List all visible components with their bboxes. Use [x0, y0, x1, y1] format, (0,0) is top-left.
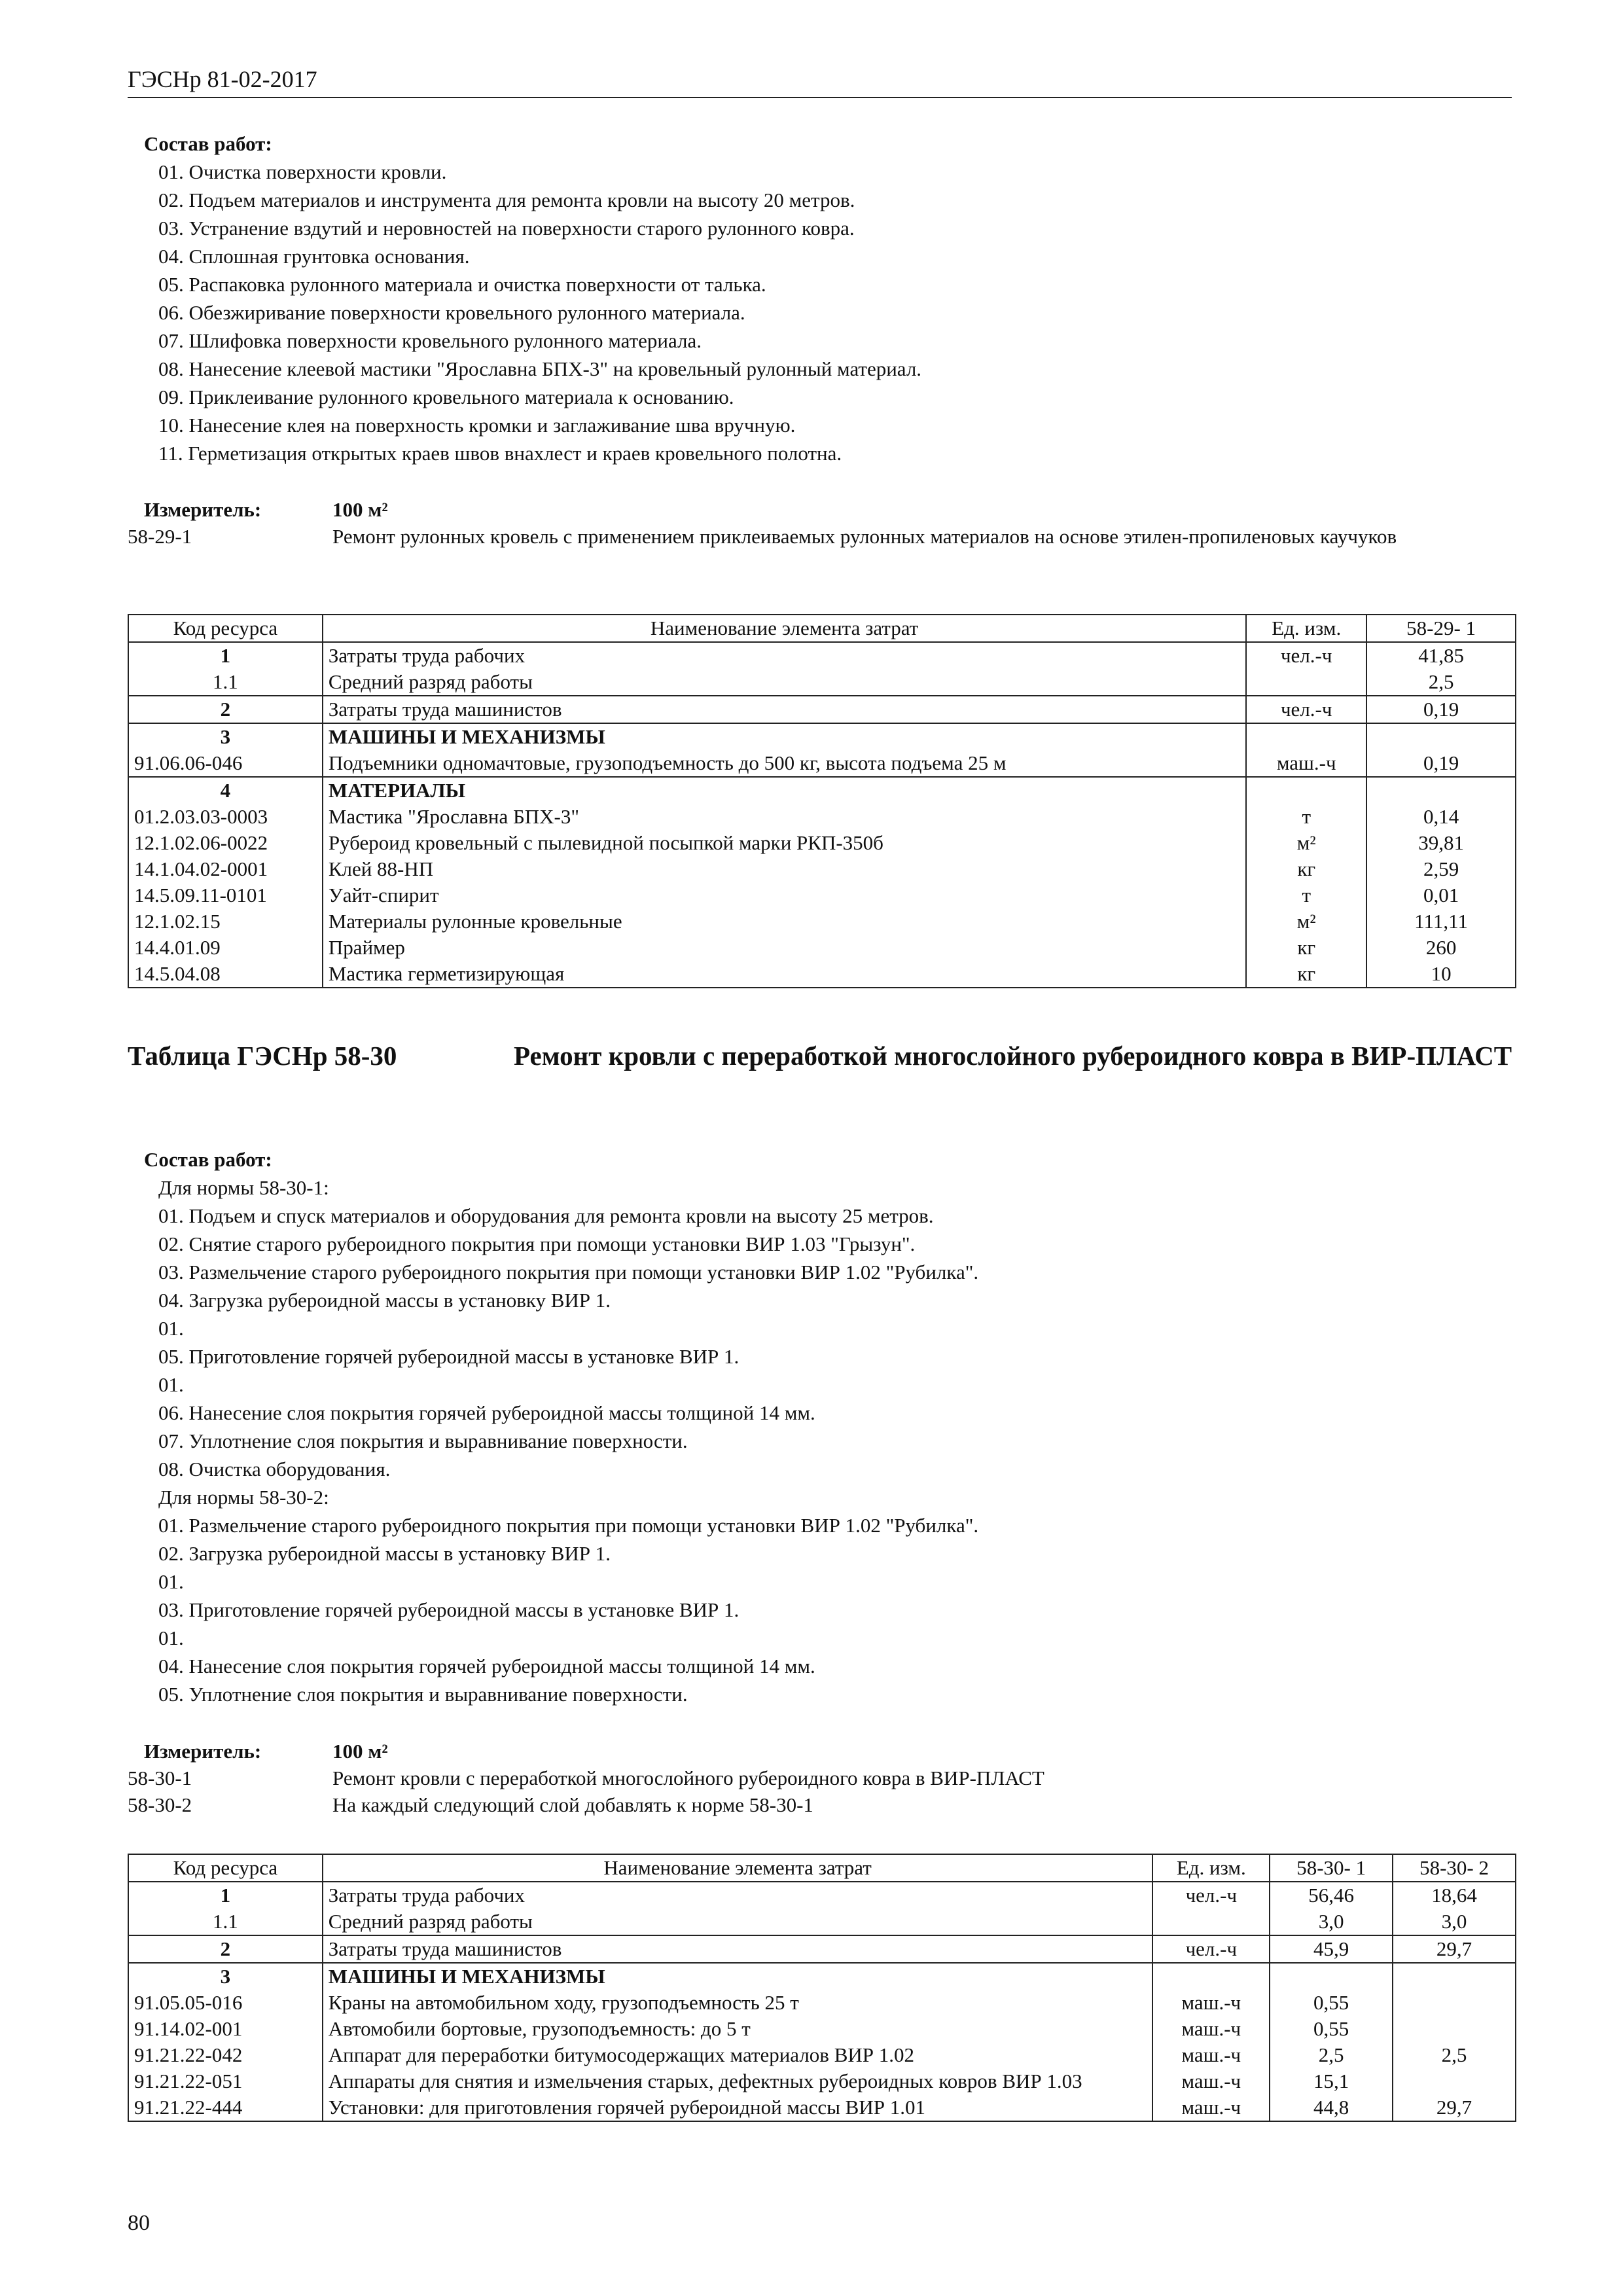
table-row — [128, 961, 1516, 988]
col-header-unit: Ед. изм. — [1246, 615, 1366, 642]
norm-value — [1270, 1963, 1393, 1990]
resource-code: 91.05.05-016 — [128, 1990, 323, 2016]
table-row — [128, 2016, 1516, 2042]
norm-value: 111,11 — [1366, 908, 1516, 935]
resource-code: 12.1.02.15 — [128, 908, 323, 935]
resource-unit: маш.-ч — [1152, 2068, 1270, 2094]
col-header-norm-58-30-2: 58-30- 2 — [1393, 1854, 1516, 1882]
col-header-code: Код ресурса — [128, 615, 323, 642]
work-item: 05. Распаковка рулонного материала и очистка поверхности от талька. — [158, 273, 766, 296]
resource-unit: маш.-ч — [1152, 1990, 1270, 2016]
work-item: 04. Сплошная грунтовка основания. — [158, 245, 470, 268]
norm-value: 41,85 — [1366, 642, 1516, 669]
work-item: 11. Герметизация открытых краев швов внахлест и краев кровельного полотна. — [158, 442, 842, 465]
resource-name: Затраты труда машинистов — [323, 1935, 1153, 1963]
norm-value: 56,46 — [1270, 1882, 1393, 1909]
col-header-name: Наименование элемента затрат — [323, 615, 1246, 642]
resource-unit: маш.-ч — [1152, 2042, 1270, 2068]
work-item: 03. Устранение вздутий и неровностей на поверхности старого рулонного ковра. — [158, 217, 855, 240]
measure-unit: 100 м² — [332, 1740, 388, 1763]
norm-value: 0,19 — [1366, 750, 1516, 777]
measure-block-58-29 — [128, 496, 1515, 550]
work-item: 03. Приготовление горячей рубероидной массы в установке ВИР 1. — [158, 1598, 740, 1621]
table-row — [128, 804, 1516, 830]
table-body — [128, 642, 1516, 988]
norm-code: 58-30-1 — [128, 1767, 192, 1789]
measure-block-58-30 — [128, 1738, 1515, 1818]
resource-name: Клей 88-НП — [323, 856, 1246, 882]
resource-name: Средний разряд работы — [323, 669, 1246, 696]
norm-value: 45,9 — [1270, 1935, 1393, 1963]
resource-unit: кг — [1246, 935, 1366, 961]
resource-name: Установки: для приготовления горячей рубероидной массы ВИР 1.01 — [323, 2094, 1153, 2121]
norm-value — [1366, 777, 1516, 804]
work-item: 02. Снятие старого рубероидного покрытия при помощи установки ВИР 1.03 "Грызун". — [158, 1232, 916, 1255]
table-row — [128, 2094, 1516, 2121]
norm-row — [128, 1765, 1515, 1791]
norm-value: 10 — [1366, 961, 1516, 988]
norm-value: 3,0 — [1393, 1909, 1516, 1935]
document-code: ГЭСНр 81-02-2017 — [128, 66, 317, 92]
resource-table-58-30 — [128, 1854, 1516, 2122]
resource-name: Затраты труда рабочих — [323, 1882, 1153, 1909]
work-item: 01. — [158, 1373, 184, 1396]
resource-name: Аппарат для переработки битумосодержащих материалов ВИР 1.02 — [323, 2042, 1153, 2068]
table-row — [128, 935, 1516, 961]
table-row — [128, 908, 1516, 935]
norm-value: 44,8 — [1270, 2094, 1393, 2121]
norm-value: 0,14 — [1366, 804, 1516, 830]
col-header-norm-58-30-1: 58-30- 1 — [1270, 1854, 1393, 1882]
page-header — [128, 65, 1512, 98]
table-row — [128, 1909, 1516, 1935]
resource-unit: т — [1246, 804, 1366, 830]
norm-value — [1366, 723, 1516, 750]
resource-name: Средний разряд работы — [323, 1909, 1153, 1935]
resource-name: Затраты труда машинистов — [323, 696, 1246, 723]
resource-code: 91.14.02-001 — [128, 2016, 323, 2042]
resource-code: 01.2.03.03-0003 — [128, 804, 323, 830]
norm-value: 3,0 — [1270, 1909, 1393, 1935]
work-item: 01. Подъем и спуск материалов и оборудования для ремонта кровли на высоту 25 метров. — [158, 1204, 934, 1227]
norm-value: 18,64 — [1393, 1882, 1516, 1909]
norm-value: 0,19 — [1366, 696, 1516, 723]
resource-unit — [1246, 669, 1366, 696]
resource-unit: маш.-ч — [1152, 2094, 1270, 2121]
resource-code: 1 — [128, 642, 323, 669]
norm-value: 29,7 — [1393, 2094, 1516, 2121]
table-title: Ремонт кровли с переработкой многослойного рубероидного ковра в ВИР-ПЛАСТ — [514, 1041, 1512, 1071]
norm-value: 260 — [1366, 935, 1516, 961]
work-item: 08. Нанесение клеевой мастики "Ярославна БПХ-3" на кровельный рулонный материал. — [158, 357, 922, 380]
work-item: 08. Очистка оборудования. — [158, 1458, 391, 1480]
work-item: 10. Нанесение клея на поверхность кромки и заглаживание шва вручную. — [158, 414, 796, 437]
resource-unit: кг — [1246, 961, 1366, 988]
norm-value: 0,55 — [1270, 1990, 1393, 2016]
norm-value: 2,5 — [1366, 669, 1516, 696]
norm-value: 2,59 — [1366, 856, 1516, 882]
resource-code: 91.06.06-046 — [128, 750, 323, 777]
table-row — [128, 1990, 1516, 2016]
resource-name: Праймер — [323, 935, 1246, 961]
resource-unit: чел.-ч — [1246, 642, 1366, 669]
resource-name: Автомобили бортовые, грузоподъемность: до 5 т — [323, 2016, 1153, 2042]
norm-value: 15,1 — [1270, 2068, 1393, 2094]
norm-row — [128, 1791, 1515, 1818]
work-composition-title: Состав работ: — [144, 132, 272, 155]
work-items-list — [144, 158, 921, 467]
resource-name: МАШИНЫ И МЕХАНИЗМЫ — [323, 723, 1246, 750]
work-item: 01. Очистка поверхности кровли. — [158, 160, 447, 183]
resource-unit: т — [1246, 882, 1366, 908]
table-row — [128, 669, 1516, 696]
norm-value — [1393, 2016, 1516, 2042]
norm-value: 0,55 — [1270, 2016, 1393, 2042]
work-item: Для нормы 58-30-2: — [158, 1486, 329, 1509]
work-item: 09. Приклеивание рулонного кровельного материала к основанию. — [158, 386, 734, 408]
work-item: 07. Уплотнение слоя покрытия и выравнивание поверхности. — [158, 1429, 688, 1452]
resource-name: Подъемники одномачтовые, грузоподъемность до 500 кг, высота подъема 25 м — [323, 750, 1246, 777]
resource-name: Аппараты для снятия и измельчения старых, дефектных рубероидных ковров ВИР 1.03 — [323, 2068, 1153, 2094]
resource-code: 4 — [128, 777, 323, 804]
table-body — [128, 1882, 1516, 2121]
col-header-name: Наименование элемента затрат — [323, 1854, 1153, 1882]
col-header-code: Код ресурса — [128, 1854, 323, 1882]
resource-name: МАТЕРИАЛЫ — [323, 777, 1246, 804]
resource-code: 2 — [128, 1935, 323, 1963]
resource-unit: м² — [1246, 908, 1366, 935]
resource-code: 14.5.09.11-0101 — [128, 882, 323, 908]
norm-name: На каждый следующий слой добавлять к норме 58-30-1 — [332, 1793, 813, 1816]
norm-value: 2,5 — [1393, 2042, 1516, 2068]
resource-name: Затраты труда рабочих — [323, 642, 1246, 669]
norm-value: 29,7 — [1393, 1935, 1516, 1963]
measure-label: Измеритель: — [144, 498, 262, 521]
work-item: 05. Приготовление горячей рубероидной массы в установке ВИР 1. — [158, 1345, 740, 1368]
resource-code: 14.1.04.02-0001 — [128, 856, 323, 882]
work-item: 05. Уплотнение слоя покрытия и выравнивание поверхности. — [158, 1683, 688, 1706]
resource-code: 1.1 — [128, 1909, 323, 1935]
table-row — [128, 856, 1516, 882]
resource-code: 3 — [128, 723, 323, 750]
resource-code: 3 — [128, 1963, 323, 1990]
work-item: 01. — [158, 1570, 184, 1593]
col-header-unit: Ед. изм. — [1152, 1854, 1270, 1882]
resource-name: МАШИНЫ И МЕХАНИЗМЫ — [323, 1963, 1153, 1990]
resource-name: Уайт-спирит — [323, 882, 1246, 908]
work-item: 04. Нанесение слоя покрытия горячей рубероидной массы толщиной 14 мм. — [158, 1655, 815, 1677]
norm-code: 58-29-1 — [128, 525, 192, 548]
work-item: 04. Загрузка рубероидной массы в установку ВИР 1. — [158, 1289, 611, 1312]
norm-value — [1393, 1963, 1516, 1990]
resource-code: 1 — [128, 1882, 323, 1909]
resource-name: Материалы рулонные кровельные — [323, 908, 1246, 935]
work-item: 01. — [158, 1626, 184, 1649]
work-item: 01. — [158, 1317, 184, 1340]
resource-code: 91.21.22-051 — [128, 2068, 323, 2094]
work-item: 01. Размельчение старого рубероидного покрытия при помощи установки ВИР 1.02 "Рубилка". — [158, 1514, 979, 1537]
resource-unit — [1152, 1909, 1270, 1935]
work-composition-58-29 — [144, 130, 921, 467]
work-item: 07. Шлифовка поверхности кровельного рулонного материала. — [158, 329, 702, 352]
resource-code: 91.21.22-444 — [128, 2094, 323, 2121]
resource-code: 1.1 — [128, 669, 323, 696]
table-row — [128, 723, 1516, 750]
norms-list — [128, 523, 1515, 550]
resource-unit: чел.-ч — [1152, 1935, 1270, 1963]
measure-unit: 100 м² — [332, 498, 388, 521]
resource-unit: кг — [1246, 856, 1366, 882]
resource-unit — [1246, 723, 1366, 750]
norm-value — [1393, 1990, 1516, 2016]
table-row — [128, 777, 1516, 804]
work-item: Для нормы 58-30-1: — [158, 1176, 329, 1199]
norm-value — [1393, 2068, 1516, 2094]
norm-row — [128, 523, 1515, 550]
measure-label: Измеритель: — [144, 1740, 262, 1763]
norm-code: 58-30-2 — [128, 1793, 192, 1816]
norm-value: 2,5 — [1270, 2042, 1393, 2068]
section-title-58-30 — [128, 1039, 1515, 1072]
norm-value: 39,81 — [1366, 830, 1516, 856]
table-row — [128, 1882, 1516, 1909]
work-item: 02. Подъем материалов и инструмента для ремонта кровли на высоту 20 метров. — [158, 188, 855, 211]
work-item: 03. Размельчение старого рубероидного покрытия при помощи установки ВИР 1.02 "Рубилка". — [158, 1261, 979, 1283]
table-row — [128, 1935, 1516, 1963]
resource-name: Рубероид кровельный с пылевидной посыпкой марки РКП-350б — [323, 830, 1246, 856]
resource-unit: м² — [1246, 830, 1366, 856]
work-item: 02. Загрузка рубероидной массы в установку ВИР 1. — [158, 1542, 611, 1565]
work-composition-title: Состав работ: — [144, 1148, 272, 1171]
resource-code: 2 — [128, 696, 323, 723]
work-composition-58-30 — [144, 1145, 978, 1708]
resource-code: 14.4.01.09 — [128, 935, 323, 961]
table-row — [128, 1963, 1516, 1990]
table-label: Таблица ГЭСНр 58-30 — [128, 1041, 397, 1071]
work-item: 06. Обезжиривание поверхности кровельного рулонного материала. — [158, 301, 745, 324]
table-row — [128, 642, 1516, 669]
norm-name: Ремонт рулонных кровель с применением приклеиваемых рулонных материалов на основе этилен-пропиленовых каучуков — [332, 525, 1397, 548]
work-item: 06. Нанесение слоя покрытия горячей рубероидной массы толщиной 14 мм. — [158, 1401, 815, 1424]
resource-code: 91.21.22-042 — [128, 2042, 323, 2068]
resource-unit: маш.-ч — [1152, 2016, 1270, 2042]
table-row — [128, 830, 1516, 856]
page-number: 80 — [128, 2211, 150, 2235]
resource-name: Мастика "Ярославна БПХ-3" — [323, 804, 1246, 830]
norms-list — [128, 1765, 1515, 1818]
resource-unit — [1152, 1963, 1270, 1990]
table-row — [128, 2068, 1516, 2094]
norm-value: 0,01 — [1366, 882, 1516, 908]
table-row — [128, 2042, 1516, 2068]
table-row — [128, 696, 1516, 723]
resource-code: 14.5.04.08 — [128, 961, 323, 988]
resource-table-58-29 — [128, 614, 1516, 988]
resource-unit — [1246, 777, 1366, 804]
resource-name: Краны на автомобильном ходу, грузоподъемность 25 т — [323, 1990, 1153, 2016]
resource-unit: чел.-ч — [1246, 696, 1366, 723]
resource-name: Мастика герметизирующая — [323, 961, 1246, 988]
resource-code: 12.1.02.06-0022 — [128, 830, 323, 856]
resource-unit: маш.-ч — [1246, 750, 1366, 777]
resource-unit: чел.-ч — [1152, 1882, 1270, 1909]
table-row — [128, 750, 1516, 777]
norm-name: Ремонт кровли с переработкой многослойного рубероидного ковра в ВИР-ПЛАСТ — [332, 1767, 1044, 1789]
col-header-norm-58-29-1: 58-29- 1 — [1366, 615, 1516, 642]
table-row — [128, 882, 1516, 908]
work-items-list — [144, 1174, 978, 1708]
